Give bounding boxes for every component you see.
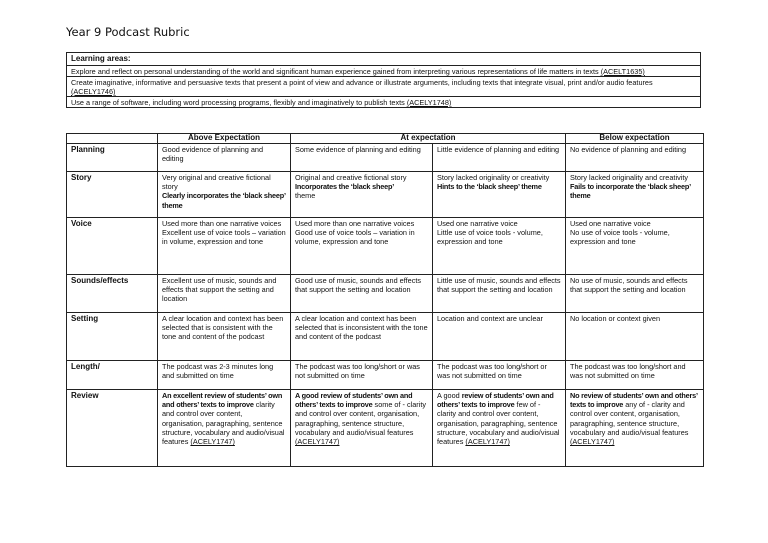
cell-length-above: The podcast was 2-3 minutes long and submitted on time xyxy=(158,361,291,390)
cell-sounds-below: No use of music, sounds and effects that support the setting and location xyxy=(566,275,704,313)
cell-text-bold: Hints to the ‘black sheep’ theme xyxy=(437,182,542,192)
curriculum-code: (ACELT1635) xyxy=(600,67,645,76)
cell-text: some of - clarity and control over content, organisation, paragraphing, sentence structure, vocabulary and audio/visual features xyxy=(295,400,427,437)
criterion-planning: Planning xyxy=(67,144,158,172)
page-title: Year 9 Podcast Rubric xyxy=(66,25,190,39)
criterion-setting: Setting xyxy=(67,313,158,361)
cell-sounds-above: Excellent use of music, sounds and effects that support the setting and location xyxy=(158,275,291,313)
cell-text: Good use of voice tools – variation in volume, expression and tone xyxy=(295,228,415,247)
cell-text-bold: Clearly incorporates the ‘black sheep’ theme xyxy=(162,191,286,210)
cell-text: Original and creative fictional story xyxy=(295,173,407,182)
cell-text-bold: Incorporates the ‘black sheep’ xyxy=(295,182,395,192)
cell-text: No use of voice tools - volume, expression and tone xyxy=(570,228,670,247)
cell-review-above xyxy=(158,390,291,467)
header-above-expectation: Above Expectation xyxy=(158,134,291,144)
cell-text: Excellent use of voice tools – variation in volume, expression and tone xyxy=(162,228,286,247)
cell-story-at-2 xyxy=(433,172,566,218)
learning-areas-table xyxy=(66,52,701,108)
curriculum-code: (ACELY1747) xyxy=(570,437,615,447)
cell-planning-below: No evidence of planning and editing xyxy=(566,144,704,172)
curriculum-code: (ACELY1746) xyxy=(71,87,116,96)
learning-area-text: Explore and reflect on personal understanding of the world and significant human experience gained from interpreting various representations of life matters in texts xyxy=(71,67,601,76)
cell-voice-at-2 xyxy=(433,218,566,275)
cell-story-above xyxy=(158,172,291,218)
cell-length-at-2: The podcast was too long/short or was not submitted on time xyxy=(433,361,566,390)
cell-review-at-2 xyxy=(433,390,566,467)
cell-voice-at-1 xyxy=(291,218,433,275)
table-row xyxy=(67,172,704,218)
cell-length-below: The podcast was too long/short and was not submitted on time xyxy=(566,361,704,390)
rubric-header-row xyxy=(67,134,704,144)
rubric-table xyxy=(66,133,704,467)
cell-planning-at-1: Some evidence of planning and editing xyxy=(291,144,433,172)
table-row xyxy=(67,390,704,467)
cell-planning-above: Good evidence of planning and editing xyxy=(158,144,291,172)
cell-story-at-1 xyxy=(291,172,433,218)
cell-review-below xyxy=(566,390,704,467)
learning-areas-header: Learning areas: xyxy=(67,53,701,66)
criterion-story: Story xyxy=(67,172,158,218)
cell-planning-at-2: Little evidence of planning and editing xyxy=(433,144,566,172)
cell-text: Little use of voice tools - volume, expression and tone xyxy=(437,228,543,247)
cell-text: Used more than one narrative voices xyxy=(295,219,415,228)
cell-sounds-at-1: Good use of music, sounds and effects that support the setting and location xyxy=(291,275,433,313)
criterion-voice: Voice xyxy=(67,218,158,275)
cell-text-bold: An excellent review of students’ own and others’ texts to improve xyxy=(162,391,283,410)
curriculum-code: (ACELY1747) xyxy=(465,437,510,447)
table-row xyxy=(67,275,704,313)
cell-text: Story lacked originality and creativity xyxy=(570,173,689,182)
cell-sounds-at-2: Little use of music, sounds and effects that support the setting and location xyxy=(433,275,566,313)
cell-story-below xyxy=(566,172,704,218)
learning-area-text: Create imaginative, informative and persuasive texts that present a point of view and advance or illustrate arguments, including texts that integrate visual, print and/or audio features xyxy=(71,78,653,87)
criterion-length: Length/ xyxy=(67,361,158,390)
cell-text: Used more than one narrative voices xyxy=(162,219,282,228)
header-at-expectation: At expectation xyxy=(291,134,566,144)
cell-text: Used one narrative voice xyxy=(437,219,518,228)
cell-text: theme xyxy=(295,191,316,201)
criterion-sounds-effects: Sounds/effects xyxy=(67,275,158,313)
table-row xyxy=(67,144,704,172)
cell-length-at-1: The podcast was too long/short or was not submitted on time xyxy=(291,361,433,390)
learning-area-item xyxy=(67,77,701,97)
cell-text-bold: Fails to incorporate the ‘black sheep’ theme xyxy=(570,182,691,201)
cell-text: Used one narrative voice xyxy=(570,219,651,228)
cell-text-bold: review of students’ own and others’ texts to improve xyxy=(437,391,554,410)
curriculum-code: (ACELY1748) xyxy=(406,98,452,107)
cell-setting-at-1: A clear location and context has been selected that is inconsistent with the tone and content of the podcast xyxy=(291,313,433,361)
cell-review-at-1 xyxy=(291,390,433,467)
curriculum-code: (ACELY1747) xyxy=(295,437,340,447)
cell-text: few of - clarity and control over content, organisation, paragraphing, sentence structure, vocabulary and audio/visual features xyxy=(437,400,560,447)
cell-text: clarity and control over content, organisation, paragraphing, sentence structure, vocabulary and audio/visual features xyxy=(162,400,285,447)
table-row xyxy=(67,218,704,275)
table-row xyxy=(67,361,704,390)
cell-setting-above: A clear location and context has been selected that is consistent with the tone and content of the podcast xyxy=(158,313,291,361)
rubric-corner-cell xyxy=(67,134,158,144)
learning-area-text: Use a range of software, including word processing programs, flexibly and imaginatively to publish texts xyxy=(71,98,407,107)
curriculum-code: (ACELY1747) xyxy=(190,437,235,447)
cell-voice-above xyxy=(158,218,291,275)
cell-text: Very original and creative fictional story xyxy=(162,173,271,192)
learning-area-item xyxy=(67,66,701,77)
criterion-review: Review xyxy=(67,390,158,467)
header-below-expectation: Below expectation xyxy=(566,134,704,144)
cell-text: A good xyxy=(437,391,462,400)
cell-voice-below xyxy=(566,218,704,275)
cell-text: any of - clarity and control over content, organisation, paragraphing, sentence structure, vocabulary and audio/visual features xyxy=(570,400,689,437)
learning-area-item xyxy=(67,97,701,108)
cell-setting-below: No location or context given xyxy=(566,313,704,361)
cell-text: Story lacked originality or creativity xyxy=(437,173,550,182)
cell-setting-at-2: Location and context are unclear xyxy=(433,313,566,361)
cell-text-bold: No review of students’ own and others’ texts to improve xyxy=(570,391,698,410)
cell-text-bold: A good review of students’ own and others’ texts to improve xyxy=(295,391,413,410)
table-row xyxy=(67,313,704,361)
